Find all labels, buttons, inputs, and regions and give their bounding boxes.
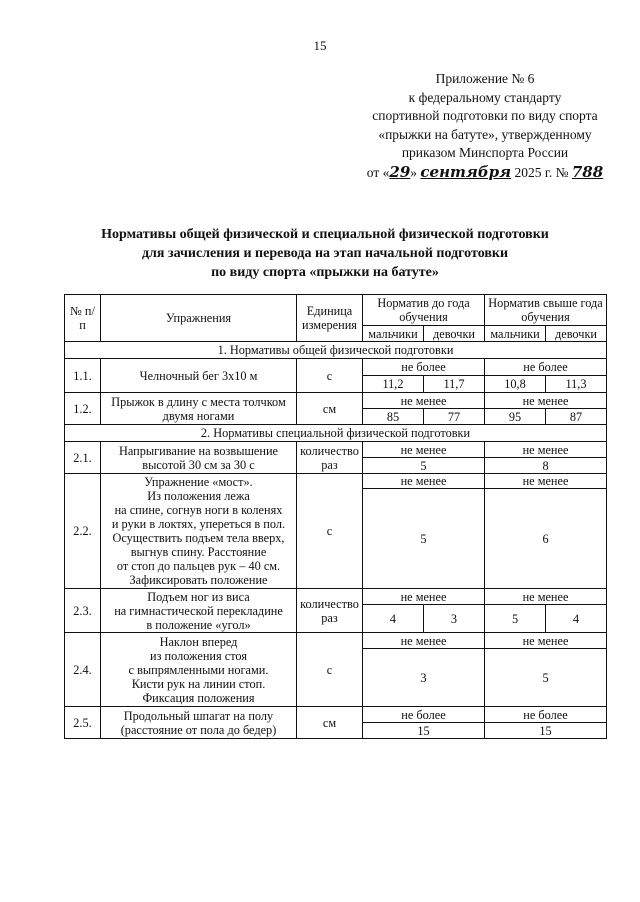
value-cell: 5 — [485, 605, 546, 633]
condition-cell: не более — [363, 359, 485, 376]
order-number: 788 — [571, 162, 604, 181]
value-cell: 15 — [363, 723, 485, 739]
exercise-cell: Прыжок в длину с места толчком двумя ногами — [101, 393, 297, 425]
exercise-cell: Упражнение «мост». Из положения лежа на спине, согнув ноги в коленях и руки в локтях, упереться в пол. Осуществить подъем тела вверх, выгнув спину. Расстояние от стоп до пальцев рук – 40 см. Зафиксировать положение — [101, 474, 297, 589]
order-day: 29 — [389, 162, 411, 181]
condition-cell: не более — [485, 707, 607, 723]
condition-cell: не менее — [363, 393, 485, 409]
value-cell: 10,8 — [485, 376, 546, 393]
value-cell: 11,2 — [363, 376, 424, 393]
row-num: 2.3. — [65, 589, 101, 633]
value-cell: 95 — [485, 409, 546, 425]
header-num: № п/п — [65, 295, 101, 342]
value-cell: 6 — [485, 489, 607, 589]
unit-cell: количество раз — [297, 442, 363, 474]
title-line: для зачисления и перевода на этап начальной подготовки — [141, 246, 509, 261]
value-cell: 4 — [546, 605, 607, 633]
appendix-line: спортивной подготовки по виду спорта — [372, 108, 598, 123]
order-mid: » — [410, 164, 418, 180]
header-exercise: Упражнения — [101, 295, 297, 342]
row-num: 1.2. — [65, 393, 101, 425]
condition-cell: не менее — [363, 474, 485, 489]
value-cell: 3 — [424, 605, 485, 633]
value-cell: 87 — [546, 409, 607, 425]
condition-cell: не менее — [485, 474, 607, 489]
condition-cell: не менее — [363, 633, 485, 649]
value-cell: 5 — [485, 649, 607, 707]
page-number: 15 — [313, 38, 327, 53]
value-cell: 85 — [363, 409, 424, 425]
exercise-cell: Наклон вперед из положения стоя с выпрямленными ногами. Кисти рук на линии стоп. Фиксация положения — [101, 633, 297, 707]
title-line: по виду спорта «прыжки на батуте» — [211, 265, 439, 280]
header-group1: Норматив до года обучения — [363, 295, 485, 326]
order-month: сентября — [420, 162, 512, 181]
unit-cell: см — [297, 707, 363, 739]
condition-cell: не менее — [485, 442, 607, 458]
order-year: 2025 г. № — [514, 164, 569, 180]
condition-cell: не более — [363, 707, 485, 723]
appendix-line: Приложение № 6 — [435, 71, 535, 86]
unit-cell: см — [297, 393, 363, 425]
exercise-cell: Челночный бег 3х10 м — [101, 359, 297, 393]
document-title — [60, 225, 590, 282]
value-cell: 11,7 — [424, 376, 485, 393]
order-prefix: от « — [366, 164, 390, 180]
condition-cell: не менее — [363, 442, 485, 458]
header-group2: Норматив свыше года обучения — [485, 295, 607, 326]
value-cell: 11,3 — [546, 376, 607, 393]
value-cell: 8 — [485, 458, 607, 474]
section-title: 1. Нормативы общей физической подготовки — [65, 342, 607, 359]
header-boys: мальчики — [363, 326, 424, 342]
condition-cell: не менее — [363, 589, 485, 605]
condition-cell: не менее — [485, 633, 607, 649]
value-cell: 4 — [363, 605, 424, 633]
appendix-line: «прыжки на батуте», утвержденному — [378, 126, 592, 142]
appendix-line: приказом Минспорта России — [401, 145, 569, 160]
row-num: 2.1. — [65, 442, 101, 474]
condition-cell: не более — [485, 359, 607, 376]
unit-cell: количество раз — [297, 589, 363, 633]
norms-table — [64, 294, 607, 739]
header-unit: Единица измерения — [297, 295, 363, 342]
condition-cell: не менее — [485, 393, 607, 409]
section-title: 2. Нормативы специальной физической подготовки — [65, 425, 607, 442]
unit-cell: с — [297, 474, 363, 589]
value-cell: 3 — [363, 649, 485, 707]
exercise-cell: Напрыгивание на возвышение высотой 30 см за 30 с — [101, 442, 297, 474]
condition-cell: не менее — [485, 589, 607, 605]
row-num: 2.4. — [65, 633, 101, 707]
header-girls: девочки — [424, 326, 485, 342]
unit-cell: с — [297, 633, 363, 707]
header-boys: мальчики — [485, 326, 546, 342]
row-num: 2.5. — [65, 707, 101, 739]
value-cell: 77 — [424, 409, 485, 425]
row-num: 1.1. — [65, 359, 101, 393]
value-cell: 5 — [363, 458, 485, 474]
appendix-line: к федеральному стандарту — [408, 89, 562, 105]
title-line: Нормативы общей физической и специальной физической подготовки — [101, 227, 549, 242]
value-cell: 5 — [363, 489, 485, 589]
unit-cell: с — [297, 359, 363, 393]
value-cell: 15 — [485, 723, 607, 739]
row-num: 2.2. — [65, 474, 101, 589]
order-line — [350, 163, 620, 183]
exercise-cell: Продольный шпагат на полу (расстояние от пола до бедер) — [101, 707, 297, 739]
appendix-block — [350, 70, 620, 182]
header-girls: девочки — [546, 326, 607, 342]
exercise-cell: Подъем ног из виса на гимнастической перекладине в положение «угол» — [101, 589, 297, 633]
